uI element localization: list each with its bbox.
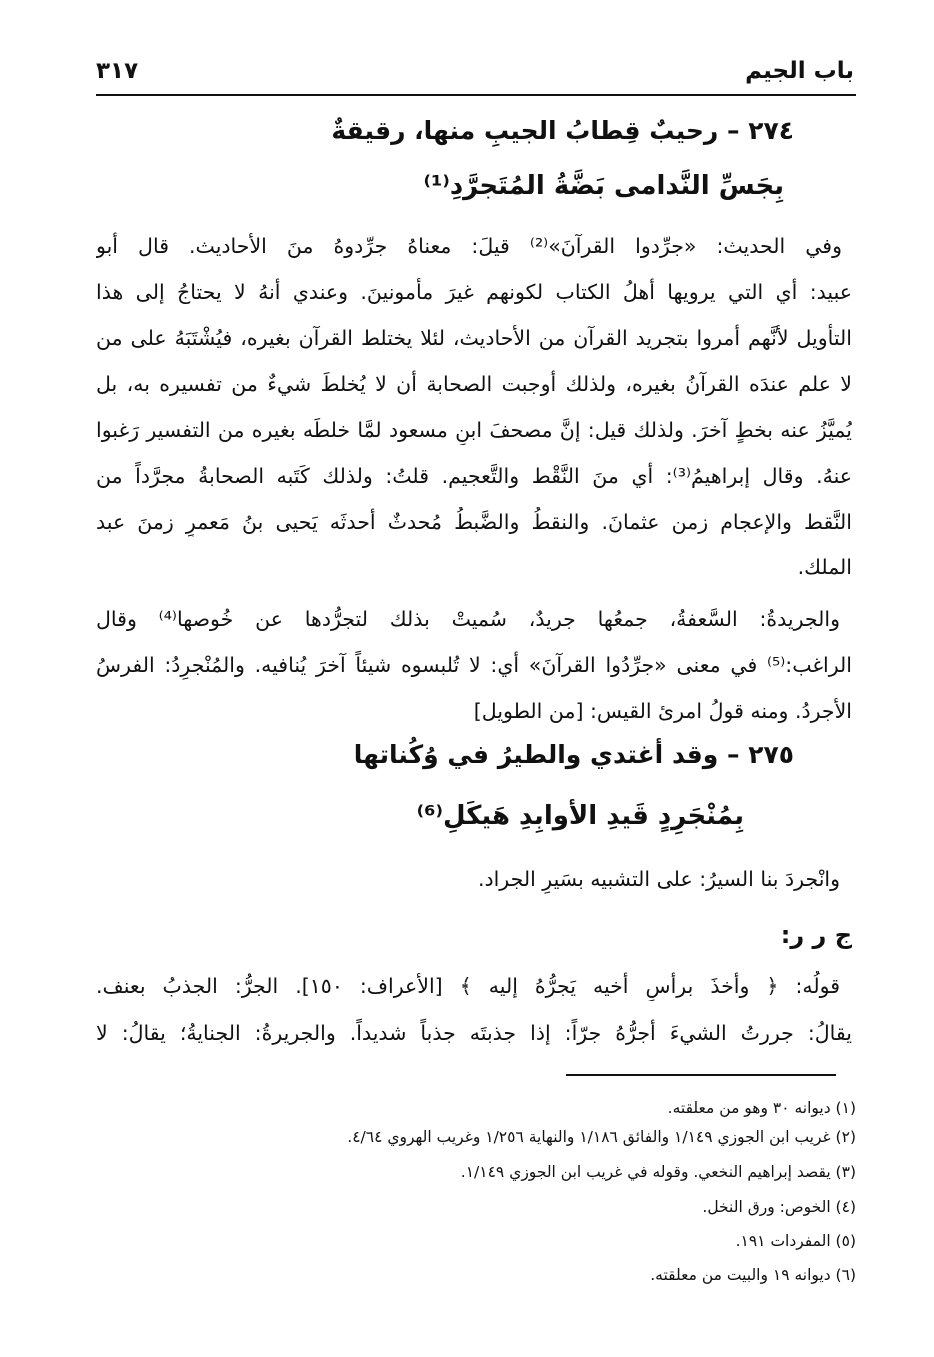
paragraph-3-line: يقالُ: جررتُ الشيءَ أجرُّهُ جرّاً: إذا جذبتَه جذباً شديداً. والجريرةُ: الجنايةُ؛ يقالُ: لا: [96, 1021, 852, 1045]
footnote: (٥) المفردات ١٩١.: [735, 1232, 856, 1250]
paragraph-1-line: النَّقط والإعجام زمن عثمانَ. والنقطُ والضَّبطُ مُحدثٌ أحدثَه يَحيى بنُ مَعمرٍ زمنَ عبد: [96, 510, 852, 534]
explanation-line: وانْجردَ بنا السيرُ: على التشبيه بسَيرِ الجراد.: [477, 867, 840, 891]
footnote: (٦) ديوانه ١٩ والبيت من معلقته.: [650, 1266, 856, 1284]
paragraph-1-line: لا علم عندَه القرآنُ بغيره، ولذلك أوجبت الصحابة أن لا يُخلطَ شيءٌ من تفسيره به، بل: [96, 372, 852, 396]
section-heading: ج ر ر:: [780, 921, 852, 949]
paragraph-2-line: الراغب:⁽⁵⁾ في معنى «جرِّدُوا القرآنَ» أي: لا تُلبسوه شيئاً آخرَ يُنافيه. والمُنْجرِدُ: الفرسُ: [96, 653, 852, 677]
footnote: (١) ديوانه ٣٠ وهو من معلقته.: [667, 1099, 856, 1117]
paragraph-2-line: والجريدةُ: السَّعفةُ، جمعُها جريدٌ، سُميتْ بذلك لتجرُّدها عن خُوصها⁽⁴⁾ وقال: [96, 607, 840, 631]
page-number: ٣١٧: [96, 58, 139, 84]
paragraph-1-line: يُميَّزُ عنه بخطٍ آخرَ. ولذلك قيل: إنَّ مصحفَ ابنِ مسعود لمَّا خلطَه بغيره من التفسير رَغبوا: [96, 418, 852, 442]
paragraph-1-line: عنهُ. وقال إبراهيمُ⁽³⁾: أي منَ النَّقْط والتَّعجيم. قلتُ: ولذلك كَتَبه الصحابةُ مجرَّداً من: [96, 464, 852, 488]
footnote: (٤) الخوص: ورق النخل.: [702, 1198, 856, 1216]
paragraph-2-line: الأجردُ. ومنه قولُ امرئ القيس: [من الطويل]: [473, 699, 852, 723]
paragraph-1-line: الملك.: [797, 555, 852, 579]
footnote-rule: [566, 1074, 836, 1076]
header-rule: [96, 94, 856, 96]
paragraph-1-line: التأويل لأنَّهم أمروا بتجريد القرآن من الأحاديث، لئلا يختلط القرآن بغيره، فيُشْتَبَهُ على من: [96, 326, 852, 350]
verse-274-second-hemistich: بِجَسِّ النَّدامى بَضَّةُ المُتَجرَّدِ⁽¹⁾: [423, 171, 784, 201]
footnote: (٢) غريب ابن الجوزي ١/١٤٩ والفائق ١/١٨٦ والنهاية ١/٢٥٦ وغريب الهروي ٤/٦٤.: [347, 1128, 856, 1146]
paragraph-1-line: عبيد: أي التي يرويها أهلُ الكتاب لكونهم غيرَ مأمونينَ. وعندي أنهُ لا يحتاجُ إلى هذا: [96, 280, 852, 304]
verse-275-second-hemistich: بِمُنْجَرِدٍ قَيدِ الأوابِدِ هَيكَلِ⁽⁶⁾: [416, 801, 744, 831]
footnote: (٣) يقصد إبراهيم النخعي. وقوله في غريب ابن الجوزي ١/١٤٩.: [460, 1163, 856, 1181]
verse-275-first-hemistich: ٢٧٥ – وقد أغتدي والطيرُ في وُكُناتها: [353, 740, 794, 769]
paragraph-1-line: وفي الحديث: «جرِّدوا القرآنَ»⁽²⁾ قيلَ: معناهُ جرِّدوهُ منَ الأحاديث. قال أبو: [96, 234, 842, 258]
chapter-title: باب الجيم: [745, 58, 854, 84]
paragraph-3-line: قولُه: ﴿ وأخذَ برأسِ أخيه يَجرُّهُ إليه ﴾ [الأعراف: ١٥٠]. الجرُّ: الجذبُ بعنف.: [96, 974, 840, 998]
verse-274-first-hemistich: ٢٧٤ – رحيبٌ قِطابُ الجيبِ منها، رقيقةٌ: [331, 116, 794, 145]
